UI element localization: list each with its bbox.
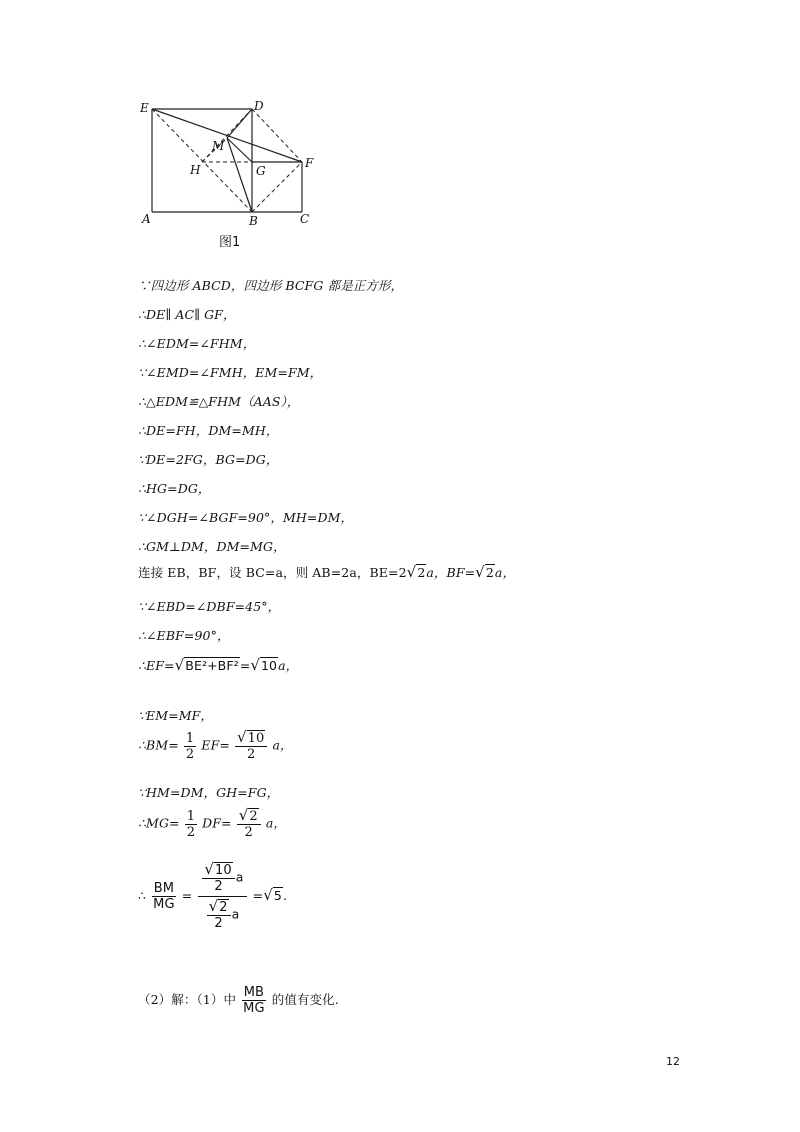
page-number: 12 [666, 1055, 680, 1068]
label-C: C [300, 212, 310, 226]
fraction-half: $\frac{1}{2}$ [185, 730, 195, 762]
segment-MB [227, 138, 252, 212]
proof-line-10: ∴GM⊥DM，DM=MG， [138, 539, 286, 554]
label-E: E [140, 101, 149, 115]
proof-line-16: ∴BM= $\frac{1}{2}$ EF= $\frac{√10}{2}$ a， [138, 728, 293, 762]
proof-line-18: ∴MG= $\frac{1}{2}$ DF= $\frac{√2}{2}$ a， [138, 806, 286, 840]
fraction-BM-over-MG: $\frac{BM}{MG}$ [153, 881, 175, 912]
label-A: A [142, 212, 151, 226]
proof-line-8: ∴HG=DG， [138, 481, 211, 496]
fraction-sqrt10-over-2: $\frac{√10}{2}$ [235, 730, 267, 762]
figure-caption: 图1 [219, 235, 241, 250]
proof-line-4: ∵∠EMD=∠FMH，EM=FM， [138, 365, 323, 380]
proof-line-15: ∵EM=MF， [138, 708, 214, 723]
proof-line-11: 连接 EB，BF，设 BC=a，则 AB=2a，BE=2√2a，BF=√2a， [138, 563, 516, 581]
fraction-MB-over-MG: $\frac{MB}{MG}$ [243, 985, 265, 1016]
proof-line-7: ∵DE=2FG，BG=DG， [138, 452, 279, 467]
fraction-half: $\frac{1}{2}$ [186, 808, 196, 840]
proof-line-14: ∴EF=√BE²+BF²=√10a， [138, 656, 299, 674]
proof-line-5: ∴△EDM≌△FHM（AAS）， [138, 394, 300, 409]
label-D: D [254, 99, 264, 113]
proof-line-12: ∵∠EBD=∠DBF=45°， [138, 599, 281, 614]
compound-fraction: $\frac{√10}{2}$ a $\frac{√2}{2}$ a [198, 860, 246, 933]
label-M: M [212, 139, 225, 153]
label-B: B [249, 214, 258, 228]
proof-line-19: ∴ $\frac{BM}{MG}$ = $\frac{√10}{2}$ a $\frac{√2}{2}$ a =√5. [138, 860, 288, 931]
label-H: H [190, 163, 201, 177]
label-G: G [256, 164, 266, 178]
proof-line-9: ∵∠DGH=∠BGF=90°，MH=DM， [138, 510, 354, 525]
segment-MD [227, 109, 252, 138]
label-F: F [305, 156, 314, 170]
geometry-figure [132, 92, 332, 254]
proof-line-13: ∴∠EBF=90°， [138, 628, 230, 643]
proof-line-17: ∵HM=DM，GH=FG， [138, 785, 280, 800]
proof-line-3: ∴∠EDM=∠FHM， [138, 336, 256, 351]
proof-line-1: ∵四边形 ABCD，四边形 BCFG 都是正方形， [138, 278, 404, 293]
part-2-statement: （2）解：（1）中 $\frac{MB}{MG}$ 的值有变化. [138, 985, 339, 1016]
segment-DF-dashed [252, 109, 302, 162]
proof-line-2: ∴DE∥ AC∥ GF， [138, 307, 236, 322]
proof-line-6: ∴DE=FH，DM=MH， [138, 423, 279, 438]
fraction-sqrt2-over-2: $\frac{√2}{2}$ [237, 808, 261, 840]
